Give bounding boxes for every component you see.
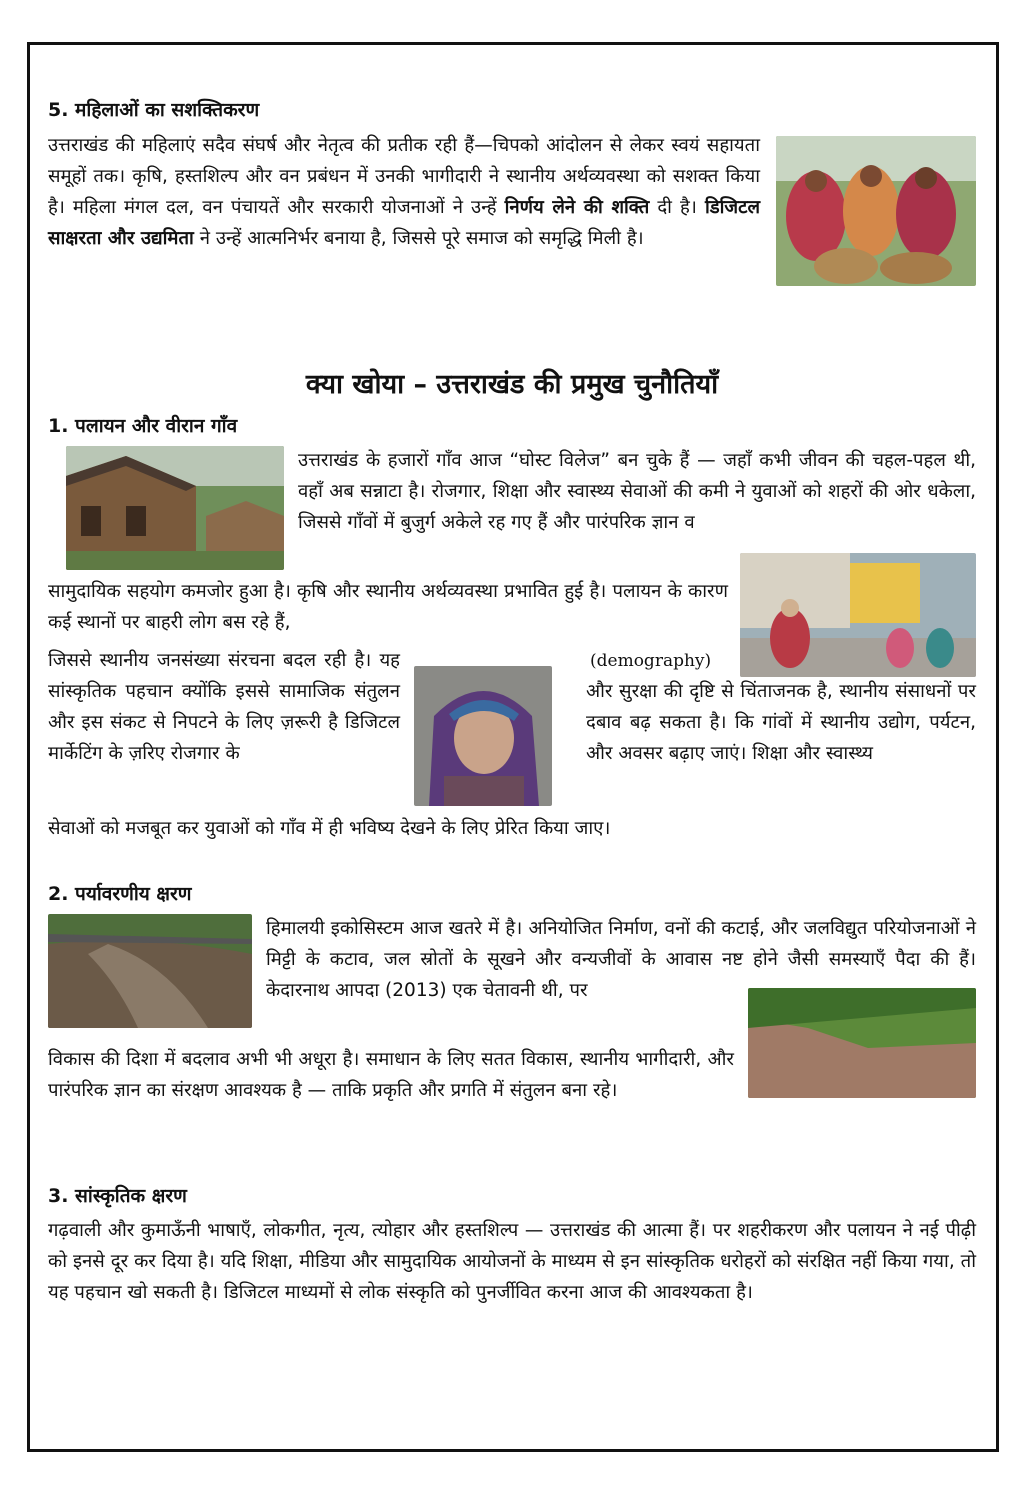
section1-right-column: और सुरक्षा की दृष्टि से चिंताजनक है, स्थानीय संसाधनों पर दबाव बढ़ सकता है। कि गांवों में स्थानीय उद्योग, पर्यटन, और अवसर बढ़ाए जाएं। शिक्षा और स्वास्थ्य — [586, 681, 976, 764]
section2-paragraph-rest: विकास की दिशा में बदलाव अभी भी अधूरा है। समाधान के लिए सतत विकास, स्थानीय भागीदारी, और पारंपरिक ज्ञान का संरक्षण आवश्यक है — ताकि प्रकृति और प्रगति में संतुलन बना रहे। — [48, 1049, 734, 1101]
section1-paragraph-mid: सामुदायिक सहयोग कमजोर हुआ है। कृषि और स्थानीय अर्थव्यवस्था प्रभावित हुई है। पलायन के कारण कई स्थानों पर बाहरी लोग बस रहे हैं, — [48, 581, 728, 633]
women-group-photo — [776, 136, 976, 286]
section1-heading: 1. पलायन और वीरान गाँव — [48, 415, 238, 437]
section1-paragraph-end: सेवाओं को मजबूत कर युवाओं को गाँव में ही भविष्य देखने के लिए प्रेरित किया जाए। — [48, 818, 611, 839]
elderly-woman-photo — [414, 666, 552, 806]
page-title: क्या खोया – उत्तराखंड की प्रमुख चुनौतियाँ — [305, 369, 719, 400]
section5-paragraph: उत्तराखंड की महिलाएं सदैव संघर्ष और नेतृत्व की प्रतीक रही हैं—चिपको आंदोलन से लेकर स्वयं सहायता समूहों तक। कृषि, हस्तशिल्प और वन प्रबंधन में उनकी भागीदारी ने स्थानीय अर्थव्यवस्था को सशक्त किया है। महिला मंगल दल, वन पंचायतें और सरकारी योजनाओं ने उन्हें निर्णय लेने की शक्ति दी है। डिजिटल साक्षरता और उद्यमिता ने उन्हें आत्मनिर्भर बनाया है, जिससे पूरे समाज को समृद्धि मिली है। — [48, 135, 761, 249]
section2-heading: 2. पर्यावरणीय क्षरण — [48, 883, 192, 905]
deforestation-photo — [748, 988, 976, 1098]
landslide-road-photo — [48, 914, 252, 1028]
abandoned-village-photo — [66, 446, 284, 570]
section3-paragraph: गढ़वाली और कुमाऊँनी भाषाएँ, लोकगीत, नृत्य, त्योहार और हस्तशिल्प — उत्तराखंड की आत्मा हैं। पर शहरीकरण और पलायन ने नई पीढ़ी को इनसे दूर कर दिया है। यदि शिक्षा, मीडिया और सामुदायिक आयोजनों के माध्यम से इन सांस्कृतिक धरोहरों को संरक्षित नहीं किया गया, तो यह पहचान खो सकती है। डिजिटल माध्यमों से लोक संस्कृति को पुनर्जीवित करना आज की आवश्यकता है। — [48, 1220, 976, 1303]
section5-heading: 5. महिलाओं का सशक्तिकरण — [48, 99, 260, 121]
section2-paragraph-top: हिमालयी इकोसिस्टम आज खतरे में है। अनियोजित निर्माण, वनों की कटाई, और जलविद्युत परियोजनाओं ने मिट्टी के कटाव, जल स्रोतों के सूखने और वन्यजीवों के आवास नष्ट होने जैसी समस्याएँ पैदा की हैं। केदारनाथ आपदा (2013) एक चेतावनी थी, पर — [266, 918, 976, 1001]
section1-paragraph-top: उत्तराखंड के हजारों गाँव आज “घोस्ट विलेज” बन चुके हैं — जहाँ कभी जीवन की चहल-पहल थी, वहाँ अब सन्नाटा है। रोजगार, शिक्षा और स्वास्थ्य सेवाओं की कमी ने युवाओं को शहरों की ओर धकेला, जिससे गाँवों में बुजुर्ग अकेले रह गए हैं और पारंपरिक ज्ञान व — [298, 450, 976, 533]
demography-caption: (demography) — [590, 651, 712, 671]
section3-heading: 3. सांस्कृतिक क्षरण — [48, 1185, 187, 1207]
village-women-photo — [740, 553, 976, 677]
section1-left-column: जिससे स्थानीय जनसंख्या संरचना बदल रही है। यह सांस्कृतिक पहचान क्योंकि इससे सामाजिक संतुलन और इस संकट से निपटने के लिए ज़रूरी है डिजिटल मार्केटिंग के ज़रिए रोजगार के — [48, 650, 400, 764]
